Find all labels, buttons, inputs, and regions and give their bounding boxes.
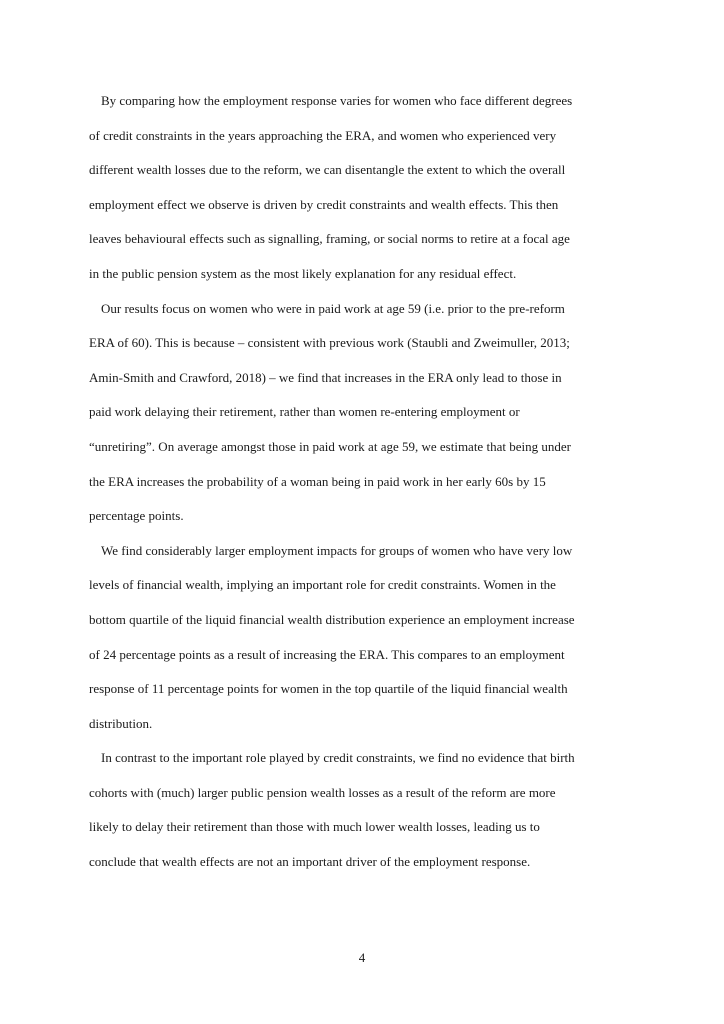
text-line: ERA of 60). This is because – consistent with previous work (Staubli and Zweimuller, 2013;	[89, 335, 570, 351]
paragraph-4	[89, 741, 635, 879]
text-line: likely to delay their retirement than those with much lower wealth losses, leading us to	[89, 819, 540, 835]
text-line: employment effect we observe is driven by credit constraints and wealth effects. This then	[89, 196, 559, 212]
text-line: different wealth losses due to the reform, we can disentangle the extent to which the overall	[89, 162, 566, 178]
text-line: of 24 percentage points as a result of increasing the ERA. This compares to an employment	[89, 646, 565, 662]
text-line: Our results focus on women who were in paid work at age 59 (i.e. prior to the pre-reform	[101, 300, 565, 316]
text-line: conclude that wealth effects are not an important driver of the employment response.	[89, 854, 531, 870]
text-line: “unretiring”. On average amongst those in paid work at age 59, we estimate that being under	[89, 438, 571, 454]
text-line: leaves behavioural effects such as signalling, framing, or social norms to retire at a focal age	[89, 231, 570, 247]
text-line: percentage points.	[89, 508, 184, 524]
text-line: paid work delaying their retirement, rather than women re-entering employment or	[89, 404, 520, 420]
text-line: distribution.	[89, 715, 153, 731]
text-line: in the public pension system as the most likely explanation for any residual effect.	[89, 265, 517, 281]
body-text	[89, 84, 635, 880]
text-line: levels of financial wealth, implying an important role for credit constraints. Women in the	[89, 577, 556, 593]
text-line: cohorts with (much) larger public pension wealth losses as a result of the reform are more	[89, 784, 556, 800]
text-line: response of 11 percentage points for women in the top quartile of the liquid financial wealth	[89, 681, 568, 697]
text-line: of credit constraints in the years approaching the ERA, and women who experienced very	[89, 127, 557, 143]
page-number: 4	[358, 950, 366, 965]
paragraph-1	[89, 84, 635, 292]
paragraph-2	[89, 292, 635, 534]
text-line: the ERA increases the probability of a woman being in paid work in her early 60s by 15	[89, 473, 546, 489]
text-line: Amin-Smith and Crawford, 2018) – we find that increases in the ERA only lead to those in	[89, 369, 562, 385]
text-line: bottom quartile of the liquid financial wealth distribution experience an employment increase	[89, 611, 575, 627]
text-line: We find considerably larger employment impacts for groups of women who have very low	[101, 542, 573, 558]
text-line: In contrast to the important role played by credit constraints, we find no evidence that birth	[101, 750, 575, 766]
paragraph-3	[89, 534, 635, 742]
text-line: By comparing how the employment response varies for women who face different degrees	[101, 93, 573, 108]
